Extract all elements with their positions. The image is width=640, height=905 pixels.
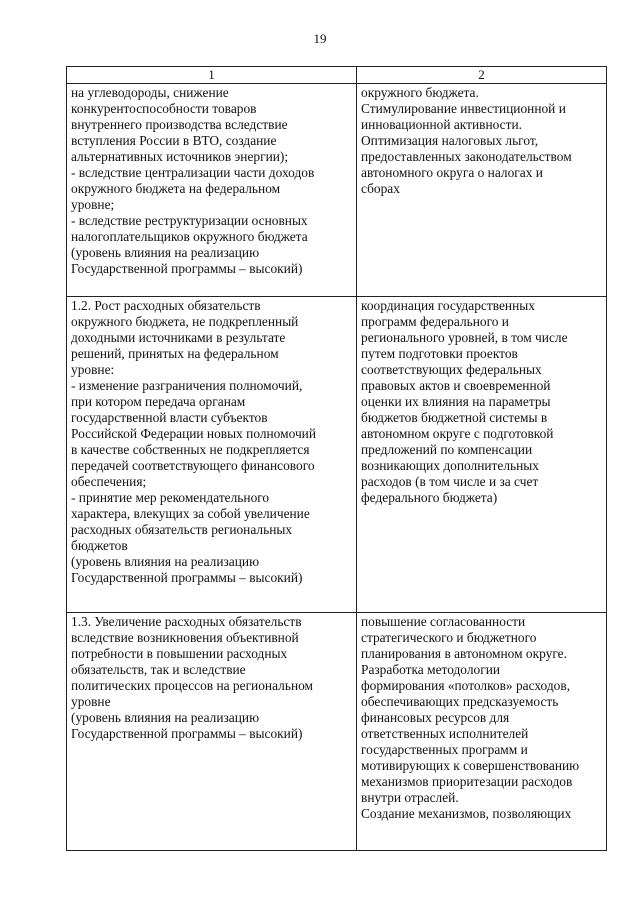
text-line: окружного бюджета на федеральном: [71, 181, 281, 196]
risk-cell: [67, 297, 357, 613]
text-line: расходных обязательств региональных: [71, 522, 293, 537]
text-line: 1.2. Рост расходных обязательств: [71, 298, 261, 313]
text-line: Государственной программы – высокий): [71, 570, 303, 585]
text-line: расходов (в том числе и за счет: [361, 474, 539, 489]
text-line: автономном округе с подготовкой: [361, 426, 554, 441]
text-line: в качестве собственных не подкрепляется: [71, 442, 310, 457]
text-line: решений, принятых на федеральном: [71, 346, 279, 361]
measures-cell: [357, 84, 607, 297]
text-line: передачей соответствующего финансового: [71, 458, 315, 473]
text-line: соответствующих федеральных: [361, 362, 542, 377]
text-line: сборах: [361, 181, 400, 196]
header-row: [67, 67, 607, 84]
text-line: окружного бюджета, не подкрепленный: [71, 314, 299, 329]
risk-cell: [67, 613, 357, 851]
measures-cell: [357, 297, 607, 613]
text-line: бюджетов бюджетной системы в: [361, 410, 548, 425]
text-line: Оптимизация налоговых льгот,: [361, 133, 539, 148]
text-line: - вследствие реструктуризации основных: [71, 213, 308, 228]
risk-cell: [67, 84, 357, 297]
text-line: при котором передача органам: [71, 394, 246, 409]
text-line: уровне: [71, 694, 111, 709]
text-line: ответственных исполнителей: [361, 726, 529, 741]
text-line: уровне:: [71, 362, 115, 377]
text-line: координация государственных: [361, 298, 535, 313]
text-line: возникающих дополнительных: [361, 458, 539, 473]
text-line: предоставленных законодательством: [361, 149, 572, 164]
text-line: программ федерального и: [361, 314, 509, 329]
text-line: механизмов приоритезации расходов: [361, 774, 573, 789]
text-line: Государственной программы – высокий): [71, 726, 303, 741]
text-line: Разработка методологии: [361, 662, 501, 677]
text-line: планирования в автономном округе.: [361, 646, 567, 661]
text-line: внутри отраслей.: [361, 790, 459, 805]
text-line: налогоплательщиков окружного бюджета: [71, 229, 308, 244]
text-line: путем подготовки проектов: [361, 346, 518, 361]
text-line: доходными источниками в результате: [71, 330, 286, 345]
text-line: правовых актов и своевременной: [361, 378, 551, 393]
text-line: предложений по компенсации: [361, 442, 533, 457]
table-row: [67, 613, 607, 851]
text-line: инновационной активности.: [361, 117, 522, 132]
text-line: (уровень влияния на реализацию: [71, 245, 260, 260]
text-line: потребности в повышении расходных: [71, 646, 288, 661]
table-row: [67, 84, 607, 297]
text-line: окружного бюджета.: [361, 85, 479, 100]
text-line: обеспечивающих предсказуемость: [361, 694, 559, 709]
text-line: - принятие мер рекомендательного: [71, 490, 270, 505]
measures-cell: [357, 613, 607, 851]
text-line: государственной власти субъектов: [71, 410, 268, 425]
text-line: повышение согласованности: [361, 614, 526, 629]
column-header-1: 1: [67, 67, 357, 84]
text-line: (уровень влияния на реализацию: [71, 710, 260, 725]
text-line: - вследствие централизации части доходов: [71, 165, 315, 180]
text-line: Государственной программы – высокий): [71, 261, 303, 276]
text-line: уровне;: [71, 197, 115, 212]
text-line: автономного округа о налогах и: [361, 165, 543, 180]
text-line: внутреннего производства вследствие: [71, 117, 288, 132]
page-number: 19: [313, 31, 327, 46]
text-line: государственных программ и: [361, 742, 528, 757]
text-line: на углеводороды, снижение: [71, 85, 229, 100]
text-line: политических процессов на региональном: [71, 678, 314, 693]
text-line: 1.3. Увеличение расходных обязательств: [71, 614, 302, 629]
text-line: формирования «потолков» расходов,: [361, 678, 571, 693]
measures-table: [66, 66, 607, 851]
text-line: альтернативных источников энергии);: [71, 149, 289, 164]
text-line: конкурентоспособности товаров: [71, 101, 257, 116]
text-line: финансовых ресурсов для: [361, 710, 510, 725]
text-line: Российской Федерации новых полномочий: [71, 426, 317, 441]
text-line: обеспечения;: [71, 474, 147, 489]
text-line: (уровень влияния на реализацию: [71, 554, 260, 569]
text-line: вследствие возникновения объективной: [71, 630, 299, 645]
text-line: обязательств, так и вследствие: [71, 662, 246, 677]
text-line: регионального уровней, в том числе: [361, 330, 568, 345]
column-header-2: 2: [357, 67, 607, 84]
text-line: вступления России в ВТО, создание: [71, 133, 277, 148]
text-line: - изменение разграничения полномочий,: [71, 378, 303, 393]
text-line: федерального бюджета): [361, 490, 498, 505]
text-line: Стимулирование инвестиционной и: [361, 101, 566, 116]
text-line: мотивирующих к совершенствованию: [361, 758, 580, 773]
text-line: характера, влекущих за собой увеличение: [71, 506, 310, 521]
text-line: бюджетов: [71, 538, 128, 553]
table-row: [67, 297, 607, 613]
text-line: оценки их влияния на параметры: [361, 394, 551, 409]
text-line: Создание механизмов, позволяющих: [361, 806, 572, 821]
text-line: стратегического и бюджетного: [361, 630, 537, 645]
